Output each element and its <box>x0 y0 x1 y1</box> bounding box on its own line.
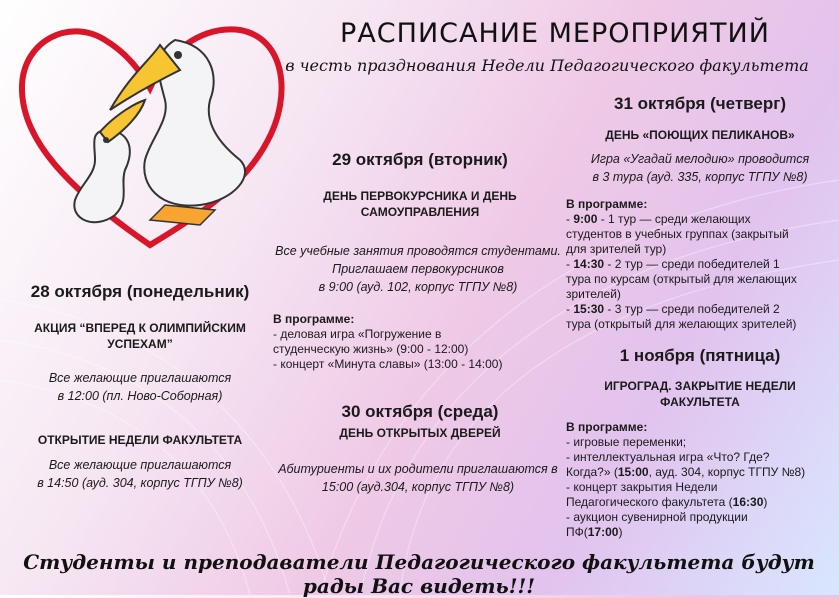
desc-olympic: Все желающие приглашаются в 12:00 (пл. Ново-Соборная) <box>48 371 232 403</box>
event-opening: ОТКРЫТИЕ НЕДЕЛИ ФАКУЛЬТЕТА <box>37 433 243 447</box>
program-oct29: В программе: - деловая игра «Погружение в студенческую жизнь» (9:00 - 12:00) - концерт «Минута славы» (13:00 - 14:00) <box>273 312 503 371</box>
footer-message: Студенты и преподаватели Педагогического факультета будут рады Вас видеть!!! <box>23 550 815 598</box>
big-pelican <box>110 40 245 225</box>
desc-open-doors: Абитуриенты и их родители приглашаются в 15:00 (ауд.304, корпус ТГПУ №8) <box>278 462 558 494</box>
day-oct31: 31 октября (четверг) <box>614 94 786 113</box>
event-freshman-day: ДЕНЬ ПЕРВОКУРСНИКА И ДЕНЬ САМОУПРАВЛЕНИЯ <box>323 189 517 219</box>
day-nov1: 1 ноября (пятница) <box>619 346 781 365</box>
program-nov1: В программе: - игровые переменки; - интеллектуальная игра «Что? Где? Когда?» (15:00, ауд. 304, корпус ТГПУ №8) - концерт закрытия Недели Педагогического факультета (16:30) - аукцион сувенирной продукции ПФ(17:00) <box>566 420 806 539</box>
page-title: РАСПИСАНИЕ МЕРОПРИЯТИЙ <box>340 18 770 49</box>
small-pelican <box>74 100 145 222</box>
desc-opening: Все желающие приглашаются в 14:50 (ауд. 304, корпус ТГПУ №8) <box>37 458 243 490</box>
event-igrograd: ИГРОГРАД. ЗАКРЫТИЕ НЕДЕЛИ ФАКУЛЬТЕТА <box>604 379 796 409</box>
event-olympic: АКЦИЯ “ВПЕРЕД К ОЛИМПИЙСКИМ УСПЕХАМ” <box>34 321 246 351</box>
day-oct28: 28 октября (понедельник) <box>30 282 250 301</box>
program-oct31: В программе: - 9:00 - 1 тур — среди желающих студентов в учебных группах (закрытый для зрителей тур) - 14:30 - 2 тур — среди победителей 1 тура по курсам (открытый для желающих зрителей) - 15:30 - 3 тур — среди победителей 2 тура (открытый для желающих зрителей) <box>566 197 797 331</box>
desc-singing-pelicans: Игра «Угадай мелодию» проводится в 3 тура (ауд. 335, корпус ТГПУ №8) <box>590 152 810 184</box>
pelican-heart-illustration <box>0 0 290 250</box>
event-open-doors: ДЕНЬ ОТКРЫТЫХ ДВЕРЕЙ <box>339 426 501 440</box>
day-oct29: 29 октября (вторник) <box>332 150 508 169</box>
event-singing-pelicans: ДЕНЬ «ПОЮЩИХ ПЕЛИКАНОВ» <box>605 128 795 142</box>
page-subtitle: в честь празднования Недели Педагогического факультета <box>285 56 809 75</box>
day-oct30: 30 октября (среда) <box>341 402 499 421</box>
desc-freshman-day: Все учебные занятия проводятся студентами. Приглашаем первокурсников в 9:00 (ауд. 102, корпус ТГПУ №8) <box>275 244 561 294</box>
